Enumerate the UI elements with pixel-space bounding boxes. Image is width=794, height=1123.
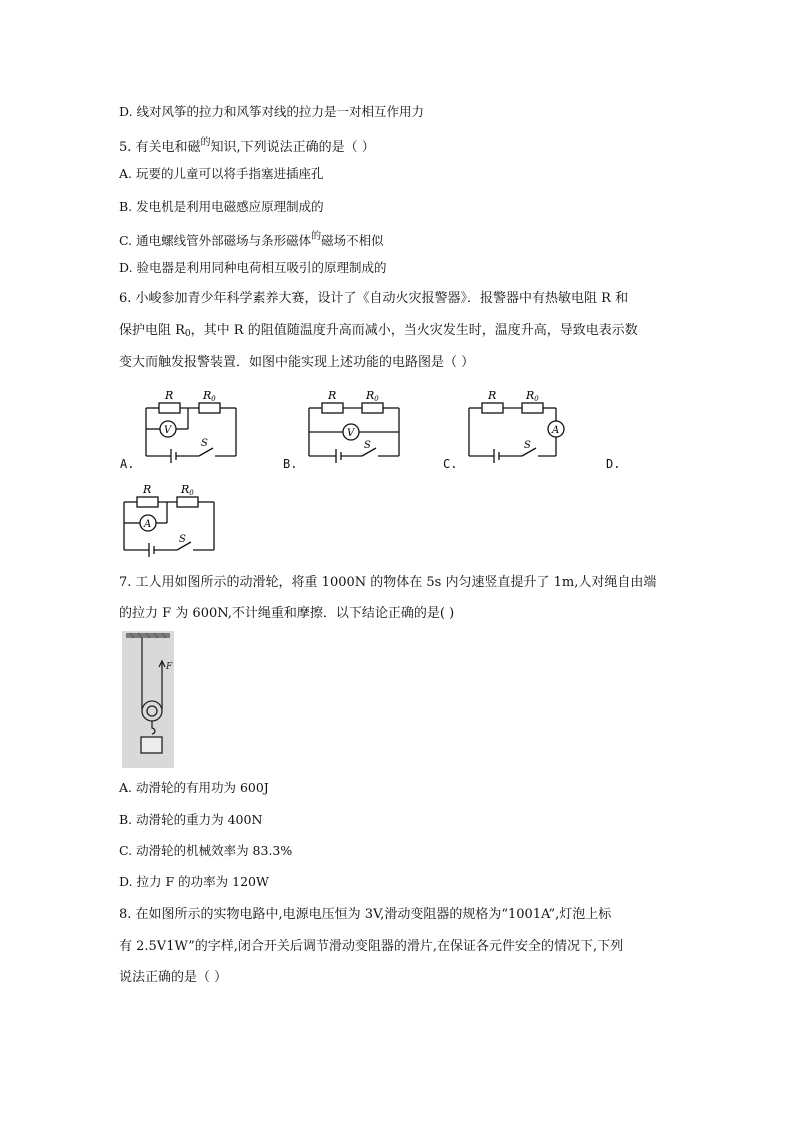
circuit-a-r0-sub: 0 — [211, 395, 216, 403]
q5-option-b: B. 发电机是利用电磁感应原理制成的 — [119, 199, 324, 214]
q5-stem — [119, 138, 375, 154]
q6-stem-line2-part2: ，其中 R 的阻值随温度升高而减小，当火灾发生时，温度升高，导致电表示数 — [190, 323, 638, 338]
circuit-c-r0-sub: 0 — [534, 395, 539, 403]
circuit-c-switch-label: S — [524, 440, 531, 451]
circuit-c-ammeter: A — [552, 425, 560, 436]
circuit-a-r0-label — [202, 389, 216, 403]
circuit-d-r0-letter: R — [181, 483, 190, 496]
circuit-c-r0-label — [525, 389, 539, 403]
circuit-c-r0-letter: R — [526, 389, 535, 402]
q5-option-c-part1: C. 通电螺线管外部磁场与条形磁体 — [119, 233, 312, 248]
circuit-c-r-label: R — [488, 389, 497, 402]
q6-label-d: D. — [606, 457, 621, 471]
circuit-d-r-label: R — [143, 483, 152, 496]
q6-stem-line3: 变大而触发报警装置．如图中能实现上述功能的电路图是（ ） — [119, 355, 475, 370]
q6-label-c: C. — [443, 457, 458, 471]
q8-stem-line2: 有 2.5V1W”的字样,闭合开关后调节滑动变阻器的滑片,在保证各元件安全的情况下,下列 — [119, 939, 624, 954]
circuit-b-r0-label — [365, 389, 379, 403]
q5-stem-part1: 5. 有关电和磁 — [119, 140, 201, 155]
q7-stem-line1: 7. 工人用如图所示的动滑轮，将重 1000N 的物体在 5s 内匀速竖直提升了 1m,人对绳自由端 — [119, 575, 657, 590]
q6-label-b: B. — [283, 457, 298, 471]
circuit-d-r0-label — [180, 483, 194, 497]
q8-stem-line1: 8. 在如图所示的实物电路中,电源电压恒为 3V,滑动变阻器的规格为“1001A”,灯泡上标 — [119, 907, 612, 922]
pulley-force-label: F — [166, 662, 173, 672]
circuit-d-ammeter: A — [144, 519, 152, 530]
q7-stem-line2: 的拉力 F 为 600N,不计绳重和摩擦．以下结论正确的是( ) — [119, 606, 455, 621]
circuit-a-switch-label: S — [201, 438, 208, 449]
circuit-d-switch-label: S — [179, 534, 186, 545]
q8-stem-line3: 说法正确的是（ ） — [119, 970, 228, 985]
circuit-b-r0-letter: R — [366, 389, 375, 402]
q6-stem-line2-sub: 0 — [184, 329, 191, 339]
circuit-diagram-c — [466, 386, 570, 468]
q7-option-c: C. 动滑轮的机械效率为 83.3% — [119, 843, 293, 858]
circuit-b-r-label: R — [328, 389, 337, 402]
circuit-a-r0-letter: R — [203, 389, 212, 402]
q5-stem-part2: 知识,下列说法正确的是（ ） — [210, 140, 375, 155]
pulley-figure — [122, 631, 174, 768]
q5-option-c — [119, 232, 384, 248]
circuit-diagram-a — [143, 386, 239, 468]
circuit-diagram-d — [121, 480, 217, 562]
q6-stem-line2 — [119, 324, 638, 339]
circuit-b-switch-label: S — [364, 440, 371, 451]
q6-stem-line1: 6. 小峻参加青少年科学素养大赛，设计了《自动火灾报警器》．报警器中有热敏电阻 R 和 — [119, 291, 629, 306]
q7-option-d: D. 拉力 F 的功率为 120W — [119, 874, 269, 889]
q5-option-c-particle: 的 — [311, 231, 322, 242]
circuit-diagram-b — [306, 386, 402, 468]
q5-stem-particle: 的 — [200, 137, 211, 148]
circuit-b-voltmeter: V — [347, 428, 355, 439]
q5-option-d: D. 验电器是利用同种电荷相互吸引的原理制成的 — [119, 260, 387, 275]
circuit-a-voltmeter: V — [164, 425, 172, 436]
circuit-b-r0-sub: 0 — [374, 395, 379, 403]
q6-label-a: A. — [120, 457, 135, 471]
q7-option-a: A. 动滑轮的有用功为 600J — [119, 780, 269, 795]
q6-stem-line2-part1: 保护电阻 R — [119, 323, 185, 338]
circuit-d-r0-sub: 0 — [189, 489, 194, 497]
circuit-a-r-label: R — [165, 389, 174, 402]
q5-option-c-part2: 磁场不相似 — [321, 233, 384, 248]
q4-option-d: D. 线对风筝的拉力和风筝对线的拉力是一对相互作用力 — [119, 104, 425, 119]
q5-option-a: A. 玩要的儿童可以将手指塞进插座孔 — [119, 166, 324, 181]
q7-option-b: B. 动滑轮的重力为 400N — [119, 812, 263, 827]
